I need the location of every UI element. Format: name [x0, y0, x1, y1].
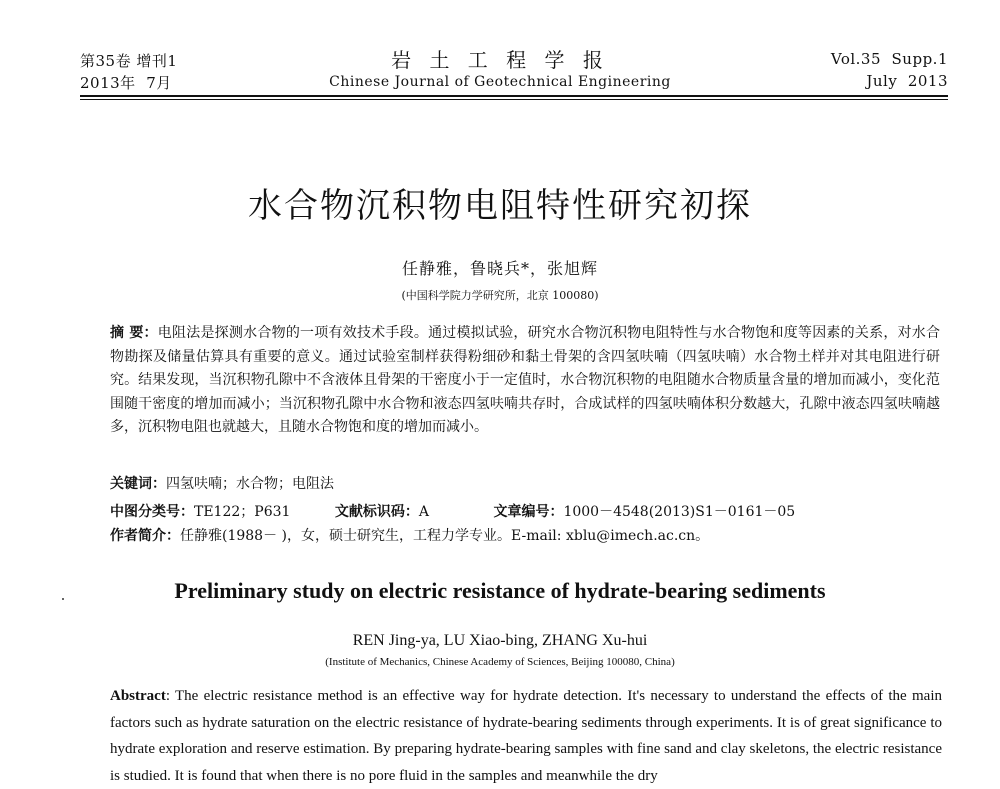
volume-issue-en: Vol.35 Supp.1 — [830, 50, 948, 68]
abstract-en — [110, 683, 942, 789]
header-rule-thick — [80, 95, 948, 97]
header-rule-thin — [80, 99, 948, 100]
abstract-en-label: Abstract — [110, 688, 166, 704]
author-bio — [110, 526, 940, 546]
keywords-cn — [110, 474, 940, 494]
article-number-value: 1000－4548(2013)S1－0161－05 — [563, 504, 796, 520]
clc-value: TE122；P631 — [194, 504, 291, 520]
abstract-en-text: : The electric resistance method is an effective way for hydrate detection. It's necessary to understand the effects of the main factors such as hydrate saturation on the electric resistance of hydrate-bearing sediments through experiments. It is of great significance to hydrate exploration and reserve estimation. By preparing hydrate-bearing samples with fine sand and clay skeletons, the electric resistance is studied. It is found that when there is no pore fluid in the samples and meanwhile the dry — [110, 688, 942, 784]
date-en: July 2013 — [866, 72, 948, 90]
doc-code-value: A — [418, 504, 429, 520]
abstract-cn — [110, 322, 940, 440]
keywords-cn-label: 关键词： — [110, 476, 166, 492]
paper-title-cn: 水合物沉积物电阻特性研究初探 — [248, 186, 752, 226]
authors-en: REN Jing-ya, LU Xiao-bing, ZHANG Xu-hui — [352, 632, 648, 649]
institution-en: (Institute of Mechanics, Chinese Academy of Sciences, Beijing 100080, China) — [325, 656, 675, 668]
journal-title-cn: 岩 土 工 程 学 报 — [391, 48, 609, 72]
keywords-cn-text: 四氢呋喃；水合物；电阻法 — [166, 476, 334, 492]
doc-code-label: 文献标识码： — [334, 504, 419, 520]
paper-title-en: Preliminary study on electric resistance of hydrate-bearing sediments — [174, 578, 826, 603]
authors-cn: 任静雅，鲁晓兵*，张旭辉 — [401, 259, 598, 278]
author-bio-text: 任静雅(1988－ )，女，硕士研究生，工程力学专业。E-mail: xblu@imech.ac.cn。 — [180, 528, 710, 544]
volume-issue-cn: 第35卷 增刊1 — [80, 52, 178, 70]
journal-title-en: Chinese Journal of Geotechnical Engineering — [329, 74, 671, 90]
date-cn: 2013年 7月 — [80, 74, 172, 92]
clc-label: 中图分类号： — [110, 504, 194, 520]
article-number-label: 文章编号： — [493, 504, 564, 520]
author-bio-label: 作者简介： — [110, 528, 180, 544]
classification-line — [110, 502, 940, 522]
institution-cn: (中国科学院力学研究所，北京 100080) — [401, 289, 599, 302]
abstract-cn-label: 摘 要： — [110, 325, 158, 341]
abstract-cn-text: 电阻法是探测水合物的一项有效技术手段。通过模拟试验，研究水合物沉积物电阻特性与水合物饱和度等因素的关系，对水合物勘探及储量估算具有重要的意义。通过试验室制样获得粉细砂和黏土骨架的含四氢呋喃（四氢呋喃）水合物土样并对其电阻进行研究。结果发现，当沉积物孔隙中不含液体且骨架的干密度小于一定值时，水合物沉积物的电阻随水合物质量含量的增加而减小，变化范围随干密度的增加而减小；当沉积物孔隙中水合物和液态四氢呋喃共存时，合成试样的四氢呋喃体积分数越大，孔隙中液态四氢呋喃越多，沉积物电阻也就越大，且随水合物饱和度的增加而减小。 — [110, 325, 940, 435]
